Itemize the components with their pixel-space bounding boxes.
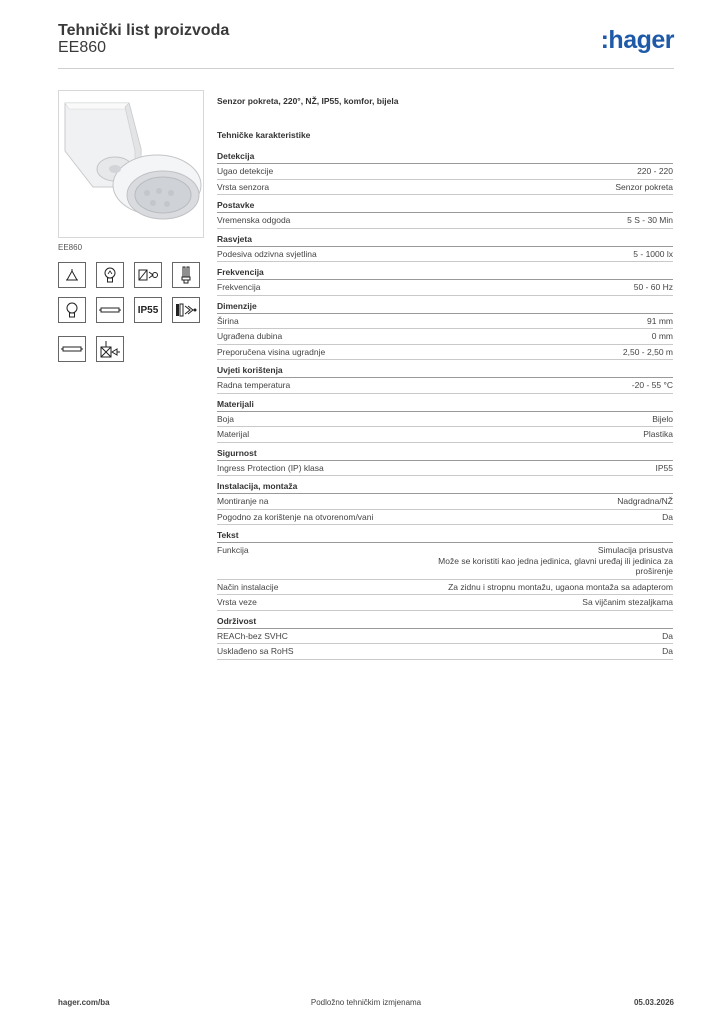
spec-value: IP55 (655, 462, 673, 473)
spec-row (217, 543, 673, 580)
product-description: Senzor pokreta, 220°, NŽ, IP55, komfor, bijela (217, 96, 399, 106)
spec-row (217, 378, 673, 394)
spec-label: Podesiva odzivna svjetlina (217, 248, 317, 259)
spec-label: Ugrađena dubina (217, 331, 283, 341)
website-link[interactable]: hager.com/ba (58, 998, 110, 1007)
spec-row (217, 494, 673, 510)
spec-value-line: Može se koristiti kao jedna jedinica, glavni uređaj ili jedinica za proširenje (438, 555, 673, 576)
spec-value: 5 - 1000 lx (633, 248, 673, 259)
spec-label: Ingress Protection (IP) klasa (217, 462, 324, 473)
halogen-transformer-icon (134, 262, 162, 288)
change-notice: Podložno tehničkim izmjenama (310, 998, 422, 1007)
section-title: Rasvjeta (217, 234, 673, 247)
spec-label: Vrsta veze (217, 597, 257, 607)
section-title: Instalacija, montaža (217, 481, 673, 494)
spec-label: Širina (217, 315, 239, 326)
spec-value-line: Simulacija prisustva (597, 545, 673, 555)
spec-label: Način instalacije (217, 581, 279, 592)
image-caption: EE860 (58, 243, 83, 252)
document-title: Tehnički list proizvoda (58, 22, 230, 39)
spec-row (217, 461, 673, 477)
spec-label: Pogodno za korištenje na otvorenom/vani (217, 511, 374, 522)
technical-characteristics-heading: Tehničke karakteristike (217, 130, 311, 140)
product-code: EE860 (58, 39, 107, 56)
spec-value: Da (662, 630, 673, 641)
page-header (58, 20, 674, 69)
spec-value: -20 - 55 °C (631, 380, 673, 390)
section-title: Detekcija (217, 151, 673, 164)
spec-row (217, 345, 673, 361)
fluorescent-tube-icon (96, 297, 124, 323)
section-title: Održivost (217, 616, 673, 629)
spec-value: Plastika (643, 429, 673, 439)
spec-value: Senzor pokreta (615, 181, 673, 192)
spec-value: Bijelo (652, 413, 673, 424)
spec-row (217, 247, 673, 263)
spec-label: Ugao detekcije (217, 166, 274, 176)
spec-label: Radna temperatura (217, 380, 291, 390)
ip55-icon (134, 297, 162, 323)
spec-value: 91 mm (647, 315, 673, 326)
motion-sensor-illustration (59, 91, 203, 237)
spec-row (217, 595, 673, 611)
light-bulb-icon (58, 297, 86, 323)
document-date: 05.03.2026 (633, 998, 674, 1007)
spec-value: Da (662, 511, 673, 522)
spec-label: Usklađeno sa RoHS (217, 646, 294, 656)
hager-logo: :hager (600, 26, 674, 54)
spec-label: Funkcija (217, 545, 249, 555)
compact-fluorescent-icon (172, 262, 200, 288)
spec-row (217, 164, 673, 180)
spec-value: 220 - 220 (637, 166, 673, 176)
spec-value: Za zidnu i stropnu montažu, ugaona montaža sa adapterom (448, 581, 673, 592)
spec-sections (217, 151, 673, 660)
spec-label: Preporučena visina ugradnje (217, 346, 326, 357)
spec-row (217, 280, 673, 296)
spec-label: Boja (217, 413, 235, 424)
spec-label: Vremenska odgoda (217, 215, 291, 225)
spec-row (217, 629, 673, 645)
spec-value (259, 545, 673, 577)
spec-row (217, 580, 673, 596)
spec-row (217, 213, 673, 229)
motor-icon (96, 336, 124, 362)
incandescent-bulb-icon (96, 262, 124, 288)
section-title: Postavke (217, 200, 673, 213)
section-title: Materijali (217, 399, 673, 412)
section-title: Tekst (217, 530, 673, 543)
spec-row (217, 412, 673, 428)
spec-row (217, 644, 673, 660)
specifications (217, 96, 673, 660)
fluorescent-ballast-icon (58, 336, 86, 362)
section-title: Sigurnost (217, 448, 673, 461)
spec-row (217, 427, 673, 443)
spec-label: Montiranje na (217, 496, 269, 506)
spec-row (217, 510, 673, 526)
spec-row (217, 314, 673, 330)
section-title: Dimenzije (217, 301, 673, 314)
spec-row (217, 180, 673, 196)
spec-value: 2,50 - 2,50 m (622, 346, 673, 357)
section-title: Uvjeti korištenja (217, 365, 673, 378)
product-image (58, 90, 204, 238)
ip55-label: IP55 (137, 304, 159, 316)
spec-label: Frekvencija (217, 282, 261, 292)
spec-value: Nadgradna/NŽ (617, 496, 673, 506)
section-title: Frekvencija (217, 267, 673, 280)
spec-row (217, 329, 673, 345)
spec-value: Da (662, 646, 673, 656)
spec-label: Materijal (217, 429, 250, 439)
spec-value: Sa vijčanim stezaljkama (582, 597, 673, 607)
spec-label: REACh-bez SVHC (217, 630, 288, 641)
spec-label: Vrsta senzora (217, 181, 270, 192)
spec-value: 5 S - 30 Min (627, 215, 673, 225)
ceiling-lamp-icon (58, 262, 86, 288)
led-icon (172, 297, 200, 323)
spec-value: 50 - 60 Hz (633, 282, 673, 292)
spec-value: 0 mm (651, 331, 673, 341)
